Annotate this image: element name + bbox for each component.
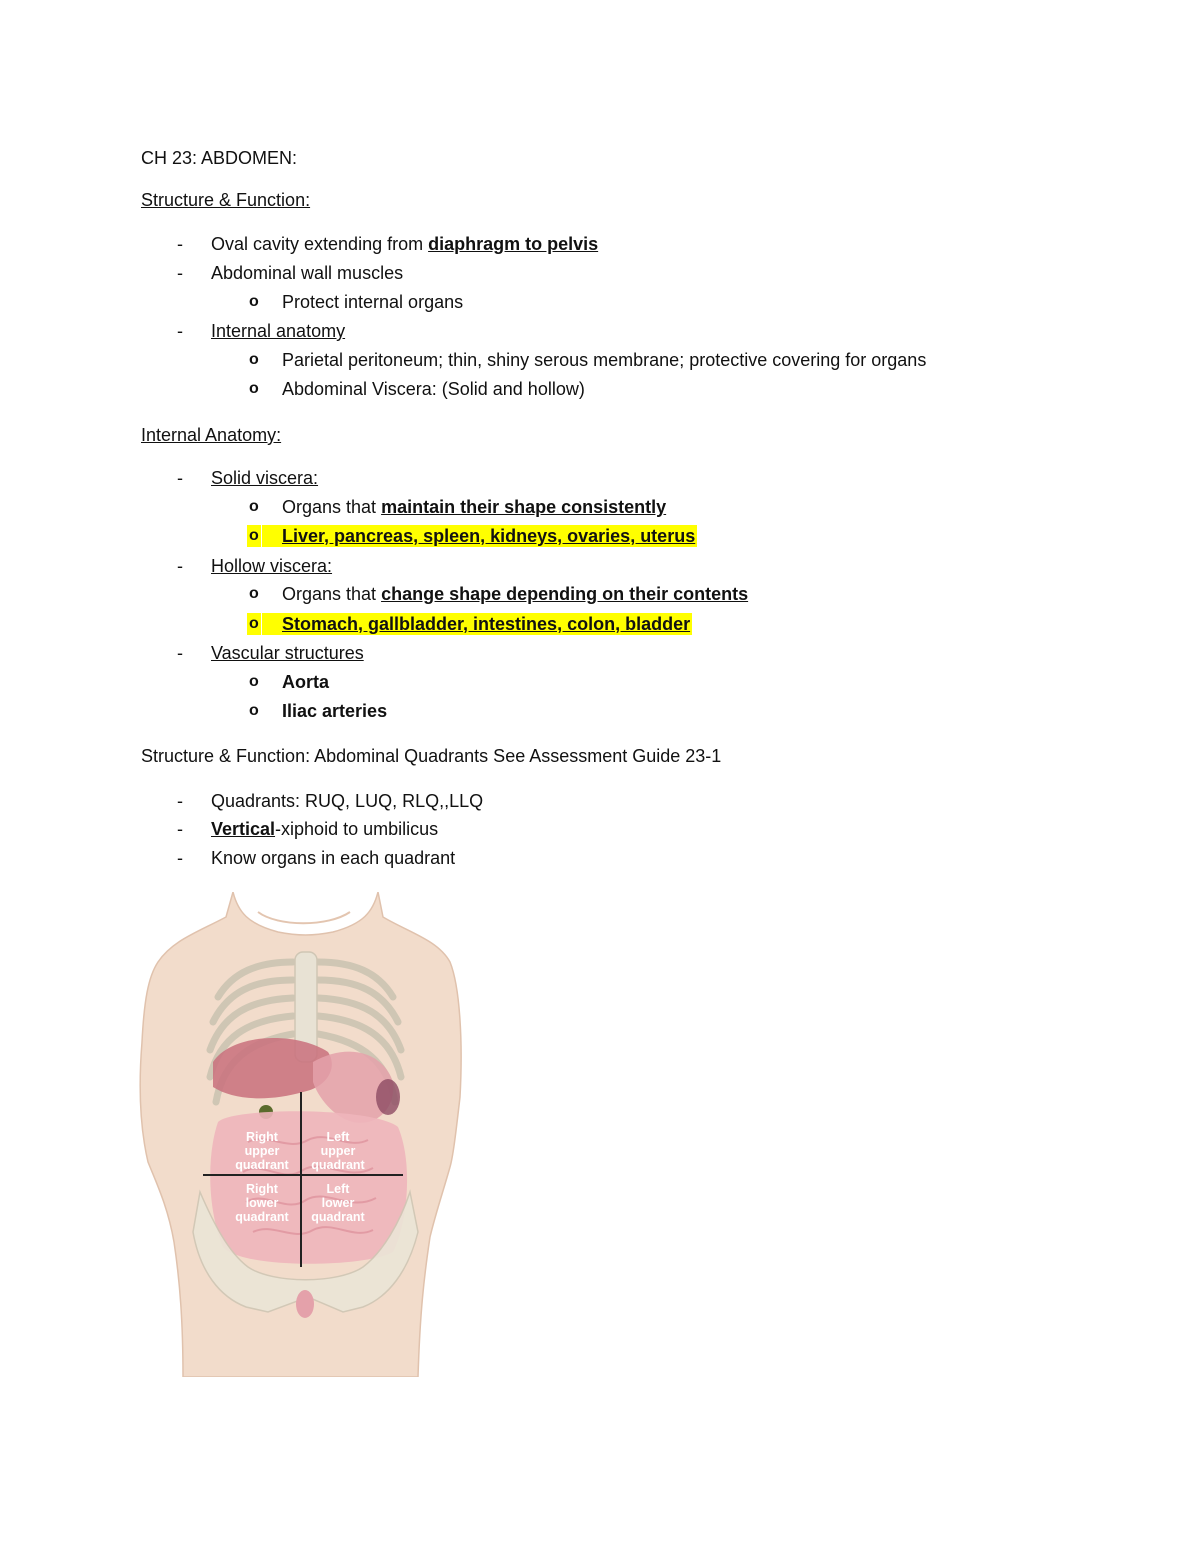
dash-bullet: - bbox=[177, 263, 183, 283]
neck-line bbox=[258, 912, 350, 923]
llq-label-2: lower bbox=[321, 1196, 355, 1210]
ruq-label-3: quadrant bbox=[235, 1158, 289, 1172]
list-item: Know organs in each quadrant bbox=[211, 848, 456, 868]
o-bullet: o bbox=[249, 673, 259, 690]
luq-label-1: Left bbox=[326, 1130, 350, 1144]
list-item: Oval cavity extending from diaphragm to pelvis bbox=[211, 234, 599, 254]
sub-list-item: Parietal peritoneum; thin, shiny serous membrane; protective covering for organs bbox=[282, 350, 927, 370]
ruq-label-2: upper bbox=[244, 1144, 280, 1158]
sub-list-item: Protect internal organs bbox=[282, 292, 464, 312]
dash-bullet: - bbox=[177, 234, 183, 254]
o-bullet: o bbox=[249, 351, 259, 368]
page-title: CH 23: ABDOMEN: bbox=[141, 148, 298, 168]
section-heading-structure: Structure & Function: bbox=[141, 190, 311, 210]
rlq-label-2: lower bbox=[245, 1196, 279, 1210]
o-bullet: o bbox=[247, 525, 261, 547]
section-heading-quadrants: Structure & Function: Abdominal Quadrants See Assessment Guide 23-1 bbox=[141, 746, 722, 766]
dash-bullet: - bbox=[177, 819, 183, 839]
o-bullet: o bbox=[249, 498, 259, 515]
o-bullet: o bbox=[247, 613, 261, 635]
highlighted-sub-list-item: Liver, pancreas, spleen, kidneys, ovaries, uterus bbox=[262, 525, 697, 547]
sub-list-item: Organs that maintain their shape consistently bbox=[282, 497, 667, 517]
llq-label-1: Left bbox=[326, 1182, 350, 1196]
list-item: Vertical-xiphoid to umbilicus bbox=[211, 819, 439, 839]
llq-label-3: quadrant bbox=[311, 1210, 365, 1224]
dash-bullet: - bbox=[177, 848, 183, 868]
dash-bullet: - bbox=[177, 791, 183, 811]
o-bullet: o bbox=[249, 380, 259, 397]
section-heading-internal-anatomy: Internal Anatomy: bbox=[141, 425, 282, 445]
bladder-shape bbox=[296, 1290, 314, 1318]
list-item: Solid viscera: bbox=[211, 468, 319, 488]
list-item: Internal anatomy bbox=[211, 321, 346, 341]
rlq-label-3: quadrant bbox=[235, 1210, 289, 1224]
o-bullet: o bbox=[249, 585, 259, 602]
list-item: Quadrants: RUQ, LUQ, RLQ,,LLQ bbox=[211, 791, 484, 811]
o-bullet: o bbox=[249, 702, 259, 719]
list-item: Vascular structures bbox=[211, 643, 364, 663]
luq-label-3: quadrant bbox=[311, 1158, 365, 1172]
sub-list-item: Abdominal Viscera: (Solid and hollow) bbox=[282, 379, 585, 399]
highlighted-sub-list-item: Stomach, gallbladder, intestines, colon, bladder bbox=[262, 613, 692, 635]
list-item: Abdominal wall muscles bbox=[211, 263, 404, 283]
abdominal-quadrants-figure bbox=[138, 892, 468, 1377]
sub-list-item: Organs that change shape depending on their contents bbox=[282, 584, 749, 604]
dash-bullet: - bbox=[177, 468, 183, 488]
dash-bullet: - bbox=[177, 556, 183, 576]
intestines-shape bbox=[210, 1111, 407, 1263]
o-bullet: o bbox=[249, 293, 259, 310]
luq-label-2: upper bbox=[320, 1144, 356, 1158]
ruq-label-1: Right bbox=[246, 1130, 278, 1144]
rlq-label-1: Right bbox=[246, 1182, 278, 1196]
sub-list-item: Aorta bbox=[282, 672, 330, 692]
sub-list-item: Iliac arteries bbox=[282, 701, 388, 721]
dash-bullet: - bbox=[177, 321, 183, 341]
spleen-shape bbox=[376, 1079, 400, 1115]
dash-bullet: - bbox=[177, 643, 183, 663]
list-item: Hollow viscera: bbox=[211, 556, 333, 576]
